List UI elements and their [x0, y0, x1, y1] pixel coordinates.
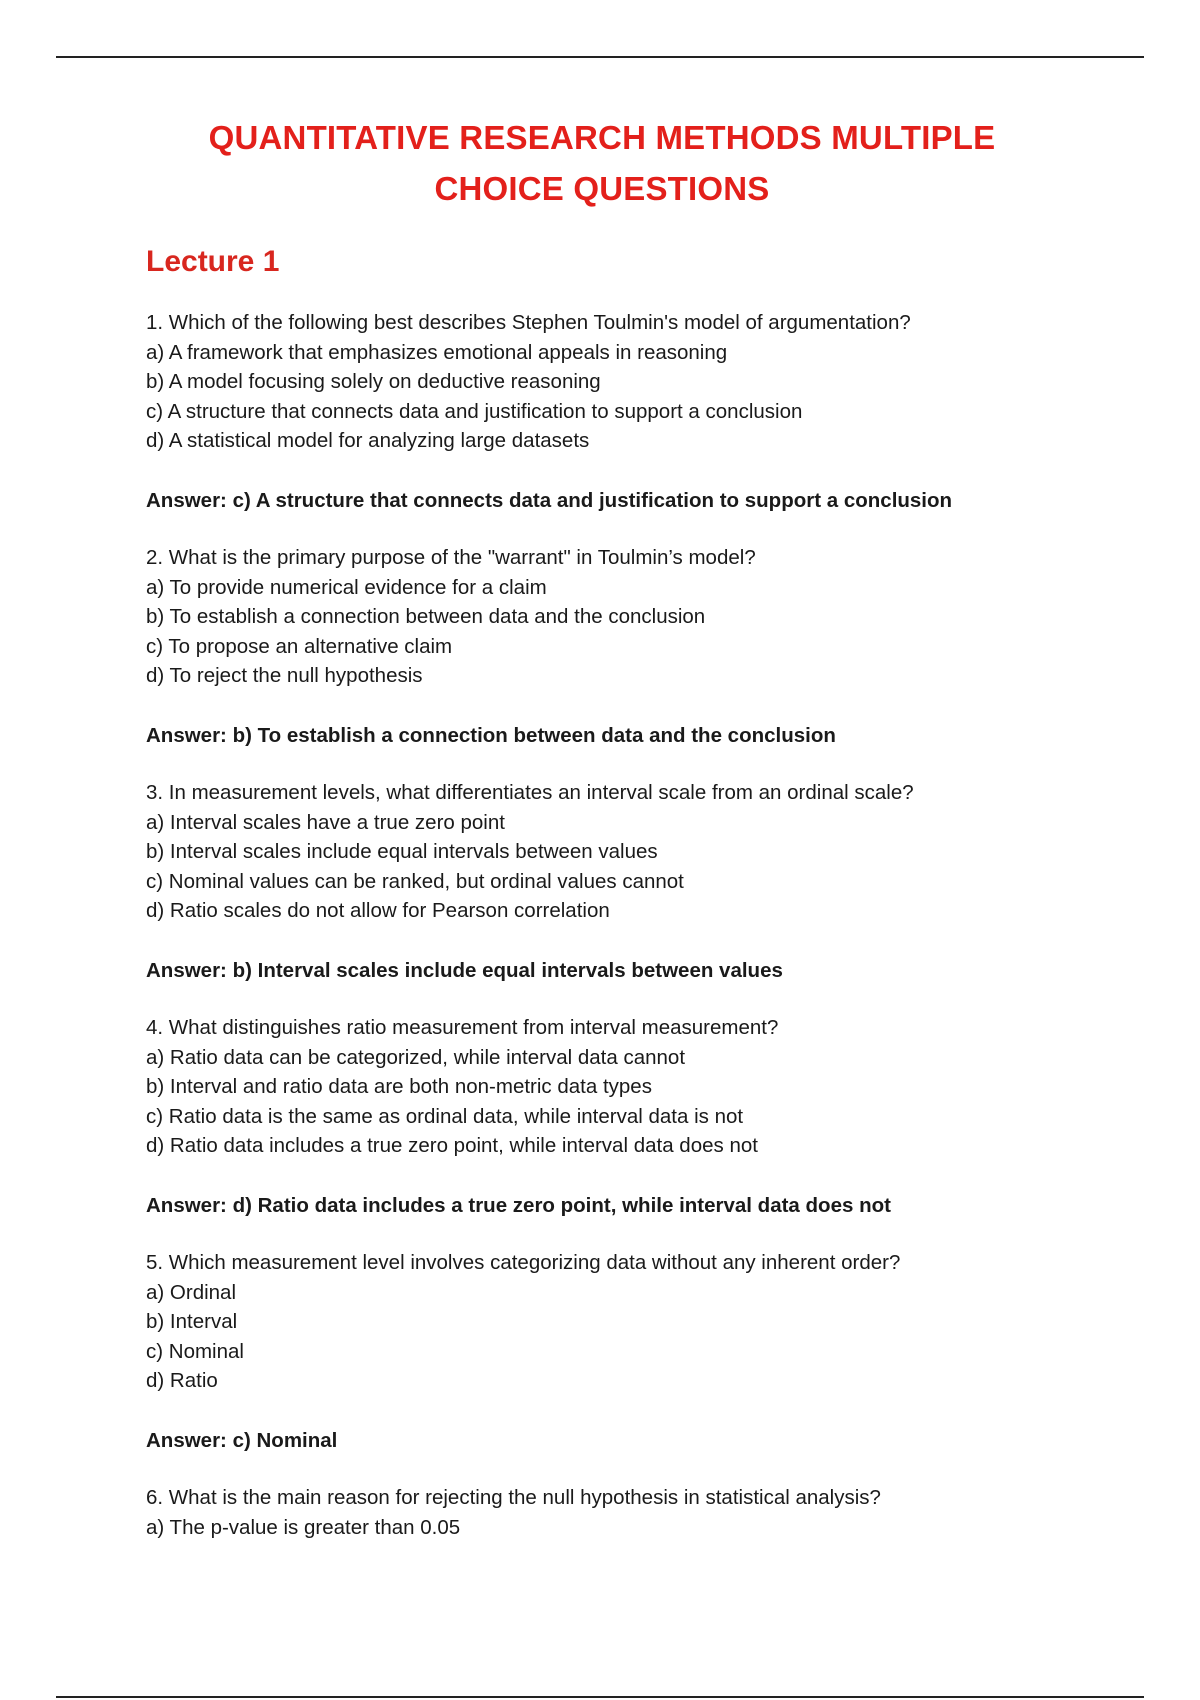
option-c: c) Nominal	[146, 1339, 244, 1363]
option-b: b) Interval	[146, 1310, 238, 1333]
option-b: b) Interval scales include equal intervals between values	[146, 840, 658, 863]
document-page	[146, 112, 1066, 1542]
answer-text: Answer: b) To establish a connection between data and the conclusion	[146, 723, 836, 747]
question-text: 5. Which measurement level involves categorizing data without any inherent order?	[146, 1251, 901, 1274]
question-text: 4. What distinguishes ratio measurement from interval measurement?	[146, 1016, 779, 1039]
option-b: b) A model focusing solely on deductive reasoning	[146, 370, 601, 393]
question-6	[146, 1483, 1066, 1542]
option-b: b) Interval and ratio data are both non-metric data types	[146, 1075, 652, 1098]
question-text: 3. In measurement levels, what differentiates an interval scale from an ordinal scale?	[146, 781, 914, 804]
option-c: c) A structure that connects data and justification to support a conclusion	[146, 399, 803, 423]
question-1	[146, 308, 1066, 515]
question-text: 2. What is the primary purpose of the "warrant" in Toulmin’s model?	[146, 546, 756, 569]
question-text: 1. Which of the following best describes Stephen Toulmin's model of argumentation?	[146, 311, 911, 334]
answer-text: Answer: c) Nominal	[146, 1428, 338, 1452]
option-d: d) Ratio scales do not allow for Pearson correlation	[146, 899, 610, 922]
answer-text: Answer: b) Interval scales include equal intervals between values	[146, 958, 783, 982]
option-d: d) To reject the null hypothesis	[146, 664, 423, 687]
option-b: b) To establish a connection between data and the conclusion	[146, 605, 706, 628]
question-list	[146, 308, 1066, 1542]
option-c: c) To propose an alternative claim	[146, 634, 453, 658]
option-a: a) The p-value is greater than 0.05	[146, 1515, 461, 1539]
question-2	[146, 543, 1066, 750]
document-title	[138, 112, 1066, 214]
option-c: c) Ratio data is the same as ordinal data, while interval data is not	[146, 1104, 744, 1128]
option-d: d) Ratio data includes a true zero point, while interval data does not	[146, 1134, 758, 1157]
bottom-rule	[56, 1696, 1144, 1698]
question-5	[146, 1248, 1066, 1455]
question-3	[146, 778, 1066, 985]
top-rule	[56, 56, 1144, 58]
question-4	[146, 1013, 1066, 1220]
answer-text: Answer: d) Ratio data includes a true zero point, while interval data does not	[146, 1193, 891, 1217]
option-a: a) To provide numerical evidence for a claim	[146, 575, 547, 599]
option-d: d) A statistical model for analyzing large datasets	[146, 429, 590, 452]
option-a: a) Interval scales have a true zero point	[146, 810, 505, 834]
option-c: c) Nominal values can be ranked, but ordinal values cannot	[146, 869, 684, 893]
question-text: 6. What is the main reason for rejecting the null hypothesis in statistical analysis?	[146, 1486, 881, 1509]
section-heading: Lecture 1	[146, 245, 280, 278]
option-d: d) Ratio	[146, 1369, 218, 1392]
option-a: a) Ratio data can be categorized, while interval data cannot	[146, 1045, 686, 1069]
answer-text: Answer: c) A structure that connects data and justification to support a conclusion	[146, 488, 953, 512]
title-line-1: QUANTITATIVE RESEARCH METHODS MULTIPLE	[208, 119, 996, 156]
option-a: a) Ordinal	[146, 1280, 237, 1304]
title-line-2: CHOICE QUESTIONS	[434, 170, 770, 207]
option-a: a) A framework that emphasizes emotional appeals in reasoning	[146, 340, 728, 364]
